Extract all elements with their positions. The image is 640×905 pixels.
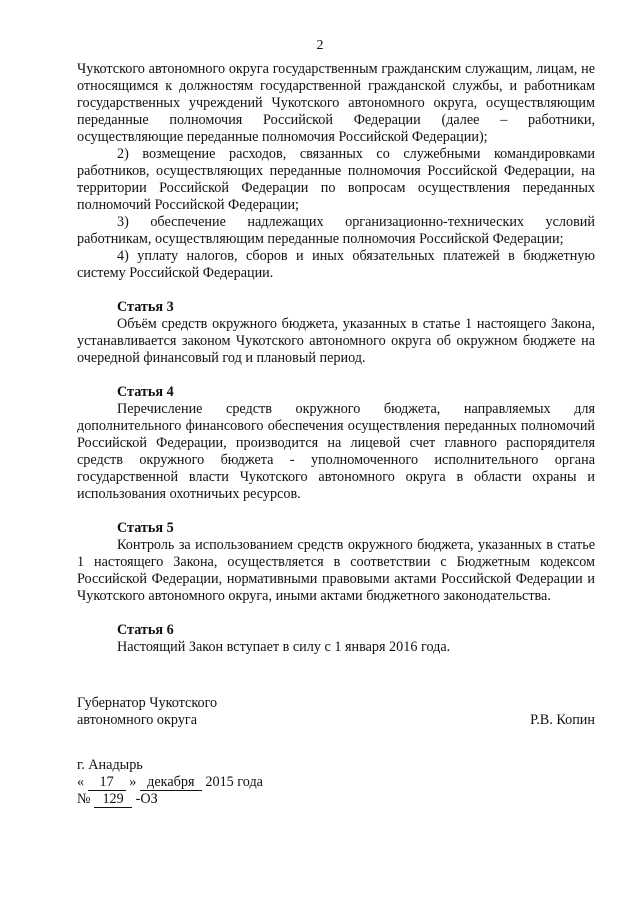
article-4-heading: Статья 4 — [117, 384, 174, 400]
date-year: 2015 года — [205, 774, 263, 790]
number-prefix: № — [77, 791, 91, 807]
signature-name: Р.В. Копин — [530, 712, 595, 728]
footer-city: г. Анадырь — [77, 757, 143, 773]
article-6-heading: Статья 6 — [117, 622, 174, 638]
number-value: 129 — [94, 792, 132, 808]
article-5-text: Контроль за использованием средств окружного бюджета, указанных в статье 1 настоящего Закона, осуществляется в соответствии с Бюджетным кодексом Российской Федерации, нормативными правовыми актами Российской Федерации и Чукотского автономного округа, иными актами бюджетного законодательства. — [77, 537, 595, 604]
date-day: 17 — [88, 775, 126, 791]
article-3-heading: Статья 3 — [117, 299, 174, 315]
date-open-quote: « — [77, 774, 85, 790]
intro-paragraph: Чукотского автономного округа государственным гражданским служащим, лицам, не относящимся к должностям государственной гражданской службы, и работникам государственных учреждений Чукотского автономного округа, осуществляющим переданные полномочия Российской Федерации (далее – работники, осуществляющие переданные полномочия Российской Федерации); — [77, 61, 595, 145]
article-5-heading: Статья 5 — [117, 520, 174, 536]
signature-block — [77, 695, 595, 729]
list-item-3: 3) обеспечение надлежащих организационно-технических условий работникам, осуществляющим переданные полномочия Российской Федерации; — [77, 214, 595, 247]
article-6-text: Настоящий Закон вступает в силу с 1 января 2016 года. — [117, 639, 451, 655]
list-item-2: 2) возмещение расходов, связанных со служебными командировками работников, осуществляющих переданные полномочия Российской Федерации, на территории Российской Федерации по вопросам осуществления переданных полномочий Российской Федерации; — [77, 146, 595, 213]
signature-title-line2: автономного округа — [77, 712, 198, 728]
signature-title-line1: Губернатор Чукотского — [77, 695, 218, 711]
article-3-text: Объём средств окружного бюджета, указанных в статье 1 настоящего Закона, устанавливается законом Чукотского автономного округа об окружном бюджете на очередной финансовый год и плановый период. — [77, 316, 595, 366]
footer-date — [77, 774, 595, 791]
date-month: декабря — [140, 775, 202, 791]
page-number: 2 — [316, 38, 324, 53]
footer-block — [77, 757, 595, 808]
list-item-4: 4) уплату налогов, сборов и иных обязательных платежей в бюджетную систему Российской Федерации. — [77, 248, 595, 281]
article-4-text: Перечисление средств окружного бюджета, направляемых для дополнительного финансового обеспечения осуществления переданных полномочий Российской Федерации, производится на лицевой счет главного распорядителя средств окружного бюджета - уполномоченного исполнительного органа государственной власти Чукотского автономного округа в области охраны и использования охотничьих ресурсов. — [77, 401, 595, 502]
footer-number — [77, 791, 595, 808]
date-close-quote: » — [129, 774, 137, 790]
number-suffix: -ОЗ — [135, 791, 158, 807]
document-body — [77, 61, 595, 808]
